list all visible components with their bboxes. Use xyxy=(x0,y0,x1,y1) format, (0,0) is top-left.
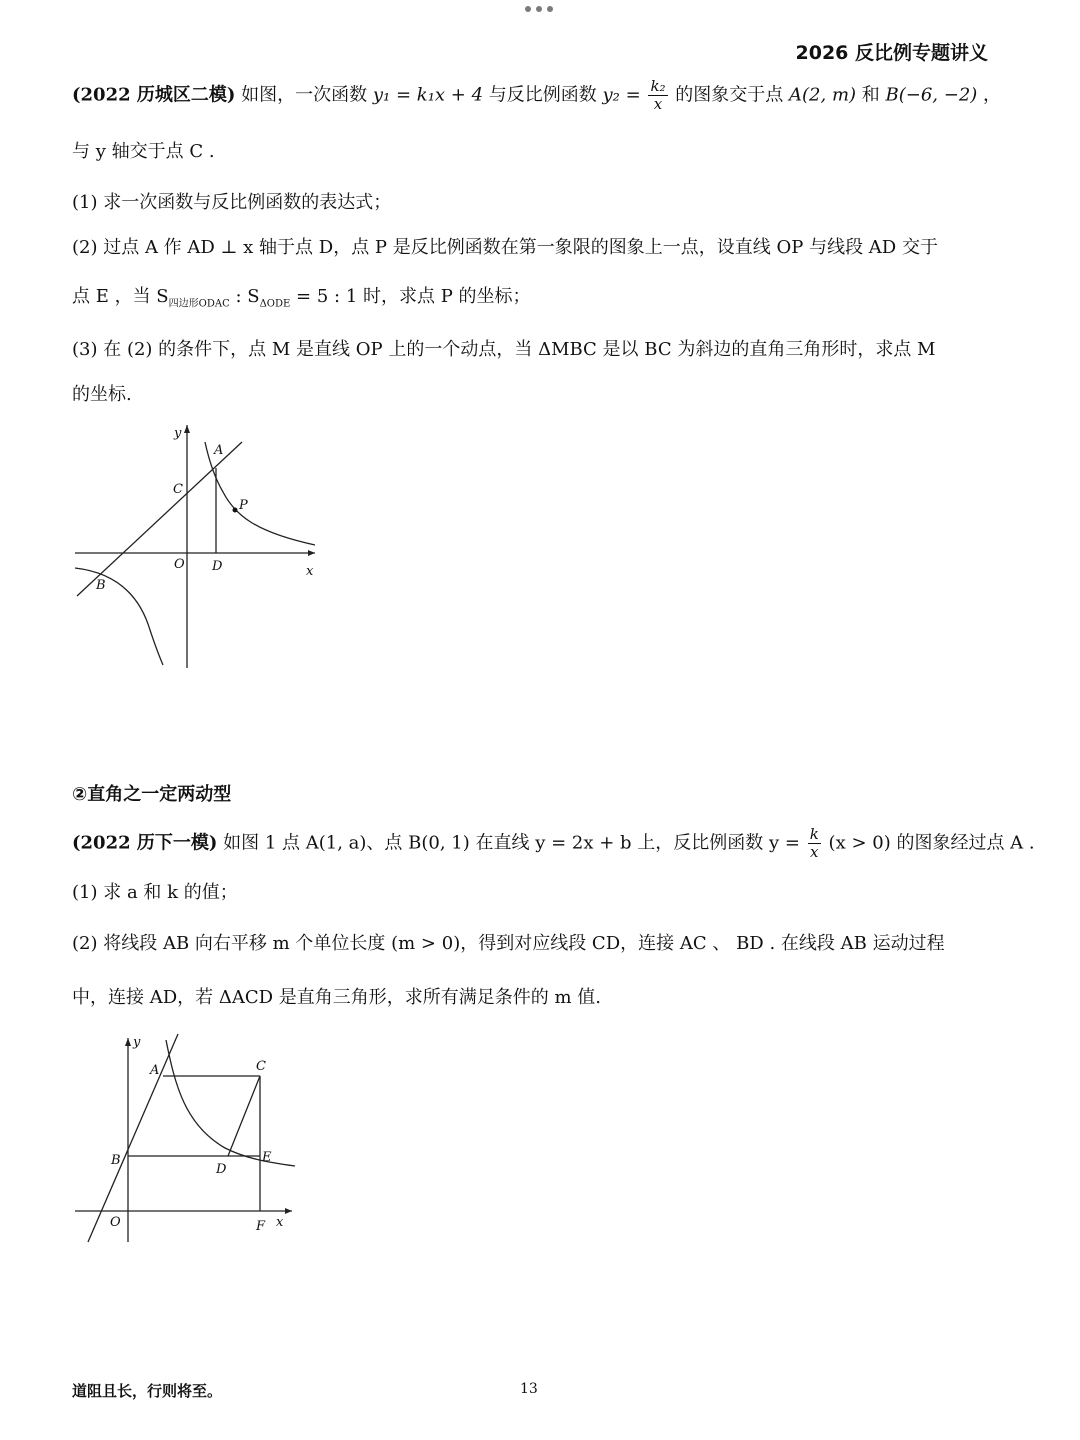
y-axis-arrow-icon xyxy=(184,425,190,433)
problem1-source: (2022 历城区二模) xyxy=(72,84,236,106)
label-d: D xyxy=(212,559,223,574)
page-header: 2026 反比例专题讲义 xyxy=(795,42,988,64)
problem1-q3a: (3) 在 (2) 的条件下，点 M 是直线 OP 上的一个动点，当 ΔMBC 是以 BC 为斜边的直角三角形时，求点 M xyxy=(72,339,936,360)
hyperbola xyxy=(166,1040,295,1166)
more-options-dots[interactable] xyxy=(525,6,555,16)
point-a: A(2, m) xyxy=(789,84,857,106)
dot-icon xyxy=(536,6,542,12)
area-subscript: ΔODE xyxy=(259,298,291,310)
problem1-q2b xyxy=(72,284,531,318)
problem2-source: (2022 历下一模) xyxy=(72,832,218,854)
label-b: B xyxy=(96,578,106,593)
x-axis-arrow-icon xyxy=(308,550,315,556)
problem1-figure xyxy=(70,420,330,675)
problem1-text: 点 E ，当 S xyxy=(72,286,169,307)
problem1-text: 如图，一次函数 xyxy=(241,84,368,106)
point-b: B(−6, −2) xyxy=(885,84,978,106)
problem2-q2a: (2) 将线段 AB 向右平移 m 个单位长度 (m > 0)，得到对应线段 CD，连接 AC 、 BD . 在线段 AB 运动过程 xyxy=(72,933,945,954)
label-y: y xyxy=(133,1035,141,1050)
problem2-q2b: 中，连接 AD，若 ΔACD 是直角三角形，求所有满足条件的 m 值. xyxy=(72,987,602,1008)
label-o: O xyxy=(110,1215,121,1230)
problem2-text: 如图 1 点 A(1, a)、点 B(0, 1) 在直线 y = 2x + b 上，反比例函数 y = xyxy=(223,832,800,854)
problem2-text: (x > 0) 的图象经过点 A . xyxy=(828,832,1035,854)
problem1-text: : S xyxy=(229,286,260,307)
problem1-q3b: 的坐标. xyxy=(72,384,132,405)
problem1-line2: 与 y 轴交于点 C . xyxy=(72,141,215,162)
label-o: O xyxy=(174,557,185,572)
label-c: C xyxy=(173,482,183,497)
label-a: A xyxy=(214,443,224,458)
point-p-dot xyxy=(233,508,238,513)
dot-icon xyxy=(525,6,531,12)
inverse-equation-lhs: y₂ = xyxy=(602,84,641,106)
label-x: x xyxy=(276,1215,284,1230)
section-title: ②直角之一定两动型 xyxy=(72,784,232,805)
fraction-numerator: k xyxy=(809,825,819,843)
y-axis-arrow-icon xyxy=(125,1038,131,1046)
label-b: B xyxy=(111,1153,121,1168)
dot-icon xyxy=(547,6,553,12)
page-number: 13 xyxy=(520,1381,538,1397)
segment-cd xyxy=(228,1076,260,1156)
problem1-q1: (1) 求一次函数与反比例函数的表达式； xyxy=(72,192,392,213)
label-e: E xyxy=(262,1150,272,1165)
area-subscript: 四边形ODAC xyxy=(168,298,230,310)
label-y: y xyxy=(174,426,182,441)
label-f: F xyxy=(256,1219,266,1234)
fraction-denominator: x xyxy=(653,95,663,113)
x-axis-arrow-icon xyxy=(285,1208,292,1214)
fraction-denominator: x xyxy=(810,843,819,861)
label-p: P xyxy=(239,498,248,513)
problem2-figure xyxy=(70,1030,310,1250)
problem1-text: 与反比例函数 xyxy=(488,84,597,106)
label-a: A xyxy=(150,1063,160,1078)
problem1-q2a: (2) 过点 A 作 AD ⊥ x 轴于点 D，点 P 是反比例函数在第一象限的图象上一点，设直线 OP 与线段 AD 交于 xyxy=(72,237,938,258)
inverse-fraction xyxy=(808,826,821,861)
problem1-intro xyxy=(72,78,1001,113)
hyperbola-branch-2 xyxy=(75,568,163,665)
label-d: D xyxy=(216,1162,227,1177)
linear-equation: y₁ = k₁x + 4 xyxy=(372,84,484,106)
problem1-text: 的图象交于点 xyxy=(675,84,784,106)
problem1-text: ， xyxy=(983,84,1002,106)
fraction-numerator: k₂ xyxy=(650,77,666,95)
problem2-intro xyxy=(72,826,1035,861)
inverse-fraction xyxy=(648,78,667,113)
label-x: x xyxy=(306,564,314,579)
footer-motto: 道阻且长，行则将至。 xyxy=(72,1382,223,1400)
problem1-text: = 5 : 1 时，求点 P 的坐标； xyxy=(290,286,531,307)
problem1-text: 和 xyxy=(861,84,880,106)
problem2-q1: (1) 求 a 和 k 的值； xyxy=(72,882,238,903)
label-c: C xyxy=(256,1059,266,1074)
